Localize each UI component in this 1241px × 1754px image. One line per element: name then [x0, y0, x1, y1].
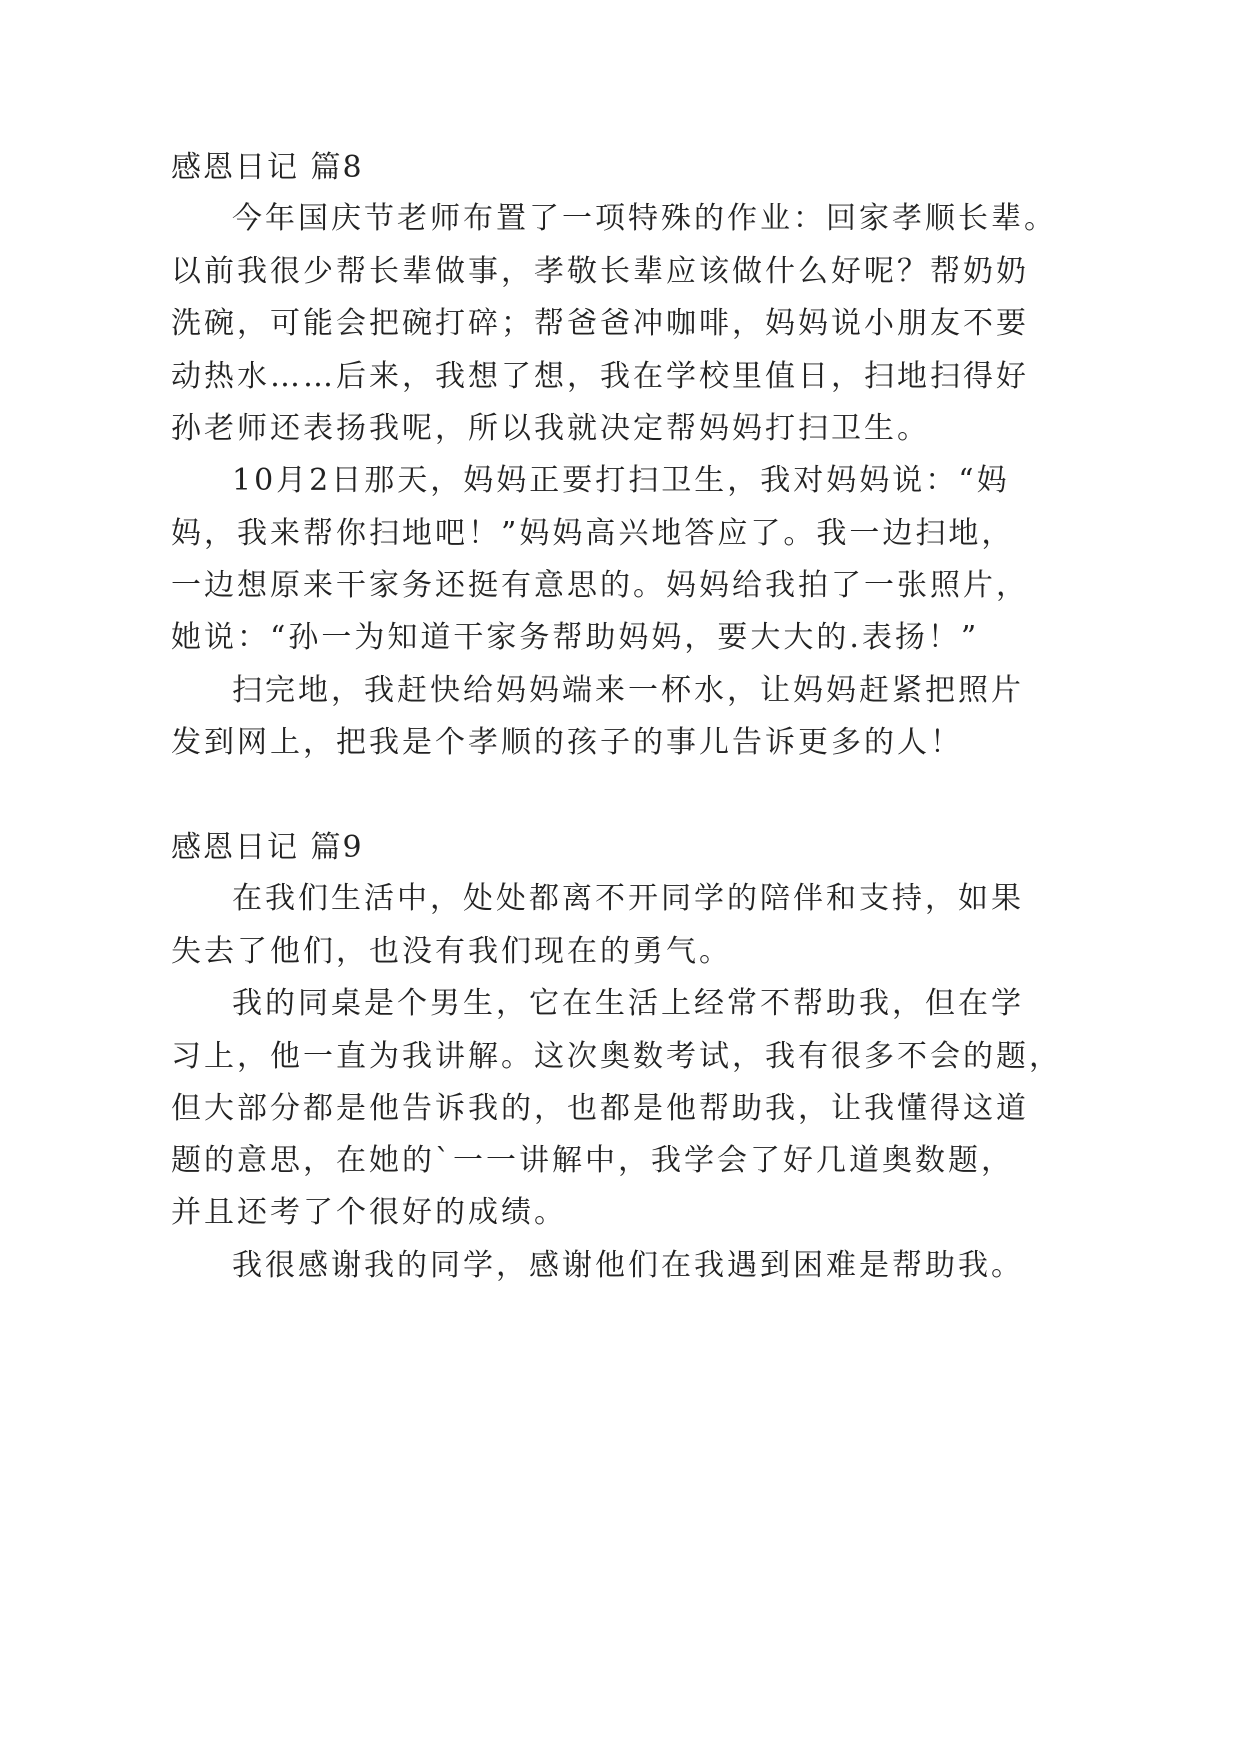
paragraph-line: 今年国庆节老师布置了一项特殊的作业：回家孝顺长辈。 — [232, 201, 1057, 236]
paragraph-line: 一边想原来干家务还挺有意思的。妈妈给我拍了一张照片， — [171, 568, 1029, 603]
paragraph-line: 题的意思，在她的`一一讲解中，我学会了好几道奥数题， — [171, 1143, 1014, 1178]
paragraph-line: 扫完地，我赶快给妈妈端来一杯水，让妈妈赶紧把照片 — [232, 673, 1024, 708]
paragraph-line: 10月2日那天，妈妈正要打扫卫生，我对妈妈说：“妈 — [232, 463, 1010, 498]
section-title: 感恩日记 篇8 — [171, 150, 364, 185]
section-title: 感恩日记 篇9 — [171, 830, 364, 865]
paragraph-line: 她说：“孙一为知道干家务帮助妈妈，要大大的.表扬！” — [171, 620, 980, 655]
paragraph-line: 在我们生活中，处处都离不开同学的陪伴和支持，如果 — [232, 881, 1024, 916]
paragraph-line: 并且还考了个很好的成绩。 — [171, 1195, 567, 1230]
paragraph-line: 我很感谢我的同学，感谢他们在我遇到困难是帮助我。 — [232, 1248, 1024, 1283]
paragraph-line: 习上，他一直为我讲解。这次奥数考试，我有很多不会的题， — [171, 1039, 1062, 1074]
paragraph-line: 但大部分都是他告诉我的，也都是他帮助我，让我懂得这道 — [171, 1091, 1029, 1126]
paragraph-line: 发到网上，把我是个孝顺的孩子的事儿告诉更多的人！ — [171, 725, 963, 760]
paragraph-line: 孙老师还表扬我呢，所以我就决定帮妈妈打扫卫生。 — [171, 411, 930, 446]
paragraph-line: 失去了他们，也没有我们现在的勇气。 — [171, 934, 732, 969]
paragraph-line: 以前我很少帮长辈做事，孝敬长辈应该做什么好呢？帮奶奶 — [171, 254, 1029, 289]
paragraph-line: 妈，我来帮你扫地吧！”妈妈高兴地答应了。我一边扫地， — [171, 516, 1015, 551]
paragraph-line: 动热水……后来，我想了想，我在学校里值日，扫地扫得好 — [171, 359, 1029, 394]
paragraph-line: 我的同桌是个男生，它在生活上经常不帮助我，但在学 — [232, 986, 1024, 1021]
paragraph-line: 洗碗，可能会把碗打碎；帮爸爸冲咖啡，妈妈说小朋友不要 — [171, 306, 1029, 341]
